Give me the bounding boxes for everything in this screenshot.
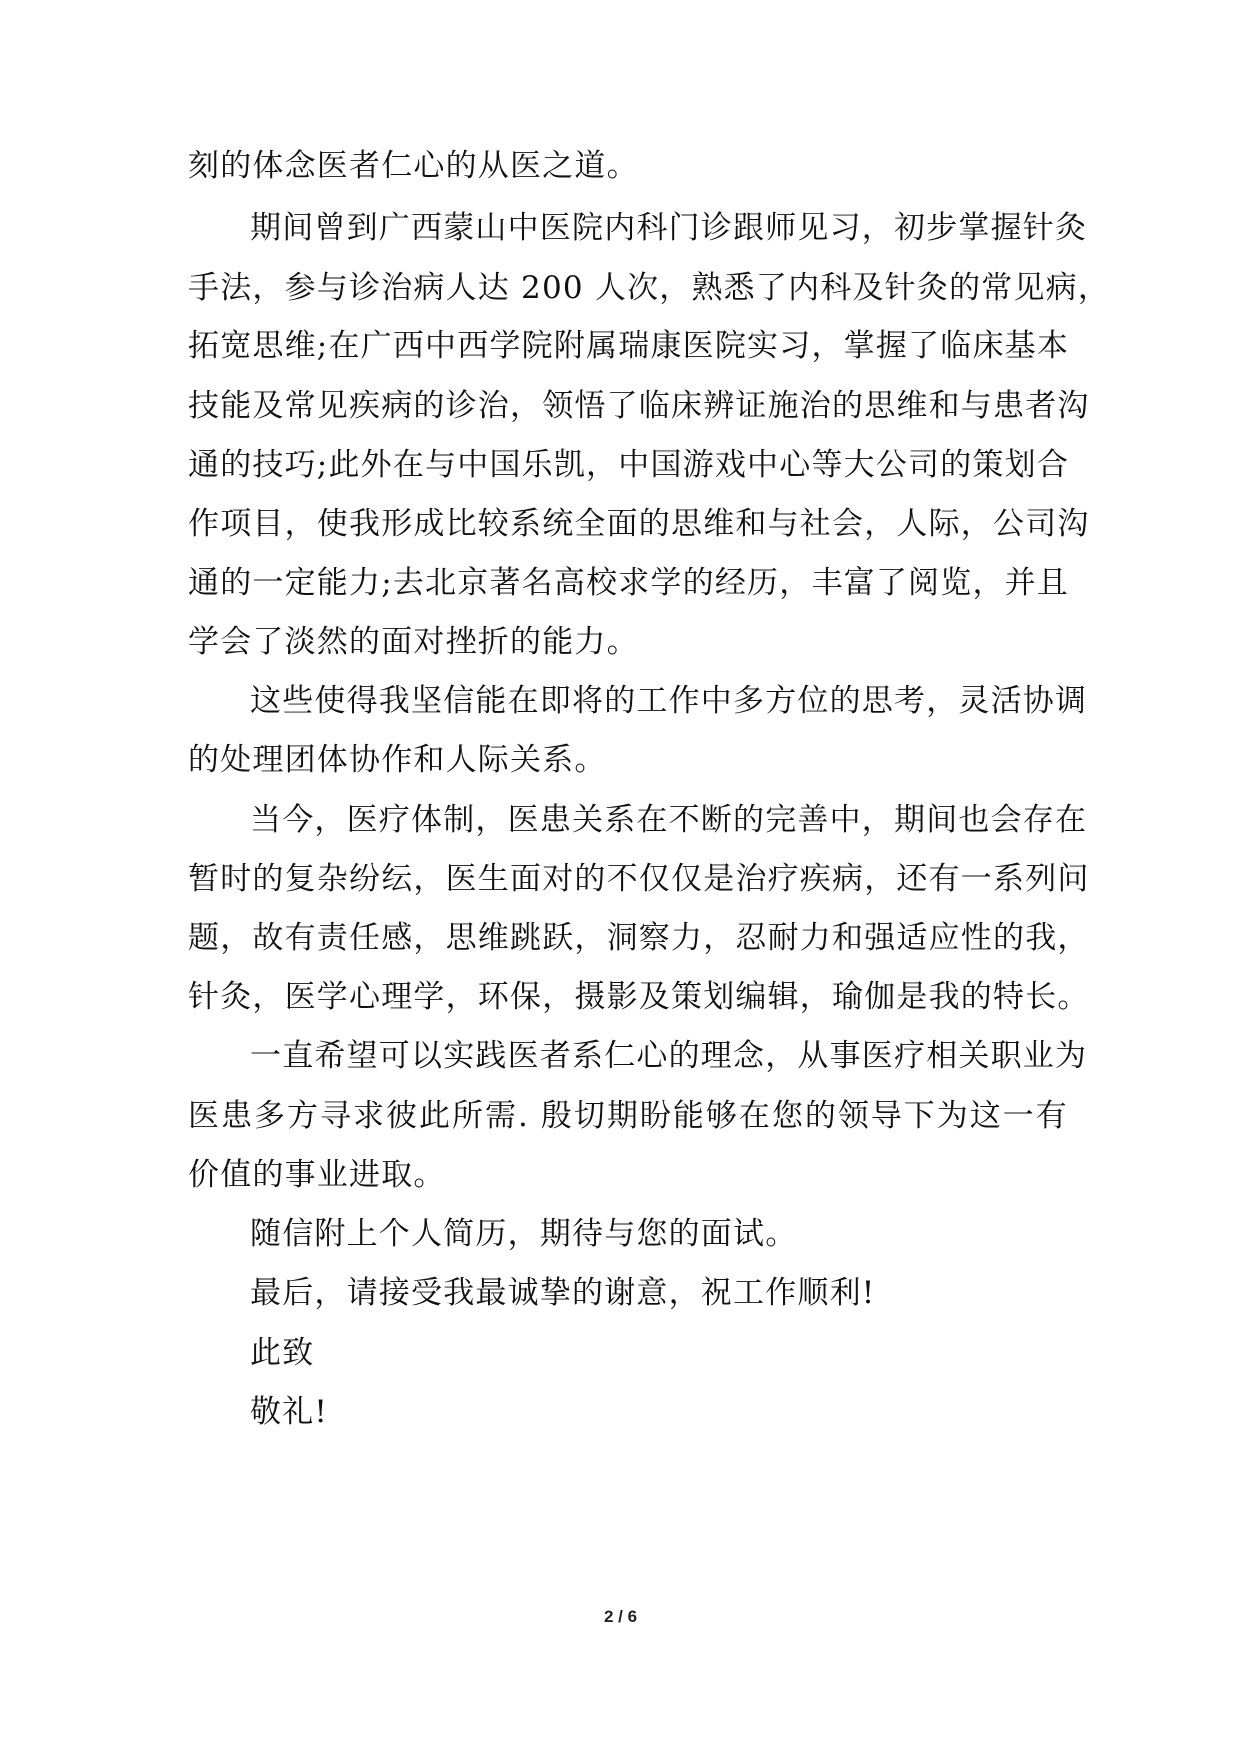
paragraph-line: 这些使得我坚信能在即将的工作中多方位的思考，灵活协调 bbox=[250, 683, 1088, 719]
paragraph-line: 价值的事业进取。 bbox=[188, 1157, 446, 1193]
paragraph-line: 期间曾到广西蒙山中医院内科门诊跟师见习，初步掌握针灸 bbox=[250, 210, 1088, 246]
paragraph-line: 拓宽思维;在广西中西学院附属瑞康医院实习，掌握了临床基本 bbox=[188, 328, 1070, 364]
paragraph-line: 当今，医疗体制，医患关系在不断的完善中，期间也会存在 bbox=[250, 802, 1088, 838]
paragraph-line: 暂时的复杂纷纭，医生面对的不仅仅是治疗疾病，还有一系列问 bbox=[188, 861, 1090, 897]
paragraph-line: 作项目，使我形成比较系统全面的思维和与社会，人际，公司沟 bbox=[188, 506, 1090, 542]
paragraph-line: 学会了淡然的面对挫折的能力。 bbox=[188, 624, 639, 660]
paragraph-line: 医患多方寻求彼此所需. 殷切期盼能够在您的领导下为这一有 bbox=[188, 1098, 1068, 1134]
paragraph-line: 通的一定能力;去北京著名高校求学的经历，丰富了阅览，并且 bbox=[188, 565, 1070, 601]
paragraph-line: 的处理团体协作和人际关系。 bbox=[188, 742, 607, 778]
paragraph-line: 随信附上个人简历，期待与您的面试。 bbox=[250, 1216, 798, 1252]
paragraph-line: 通的技巧;此外在与中国乐凯，中国游戏中心等大公司的策划合 bbox=[188, 447, 1070, 483]
paragraph-line: 最后，请接受我最诚挚的谢意，祝工作顺利! bbox=[250, 1275, 876, 1311]
paragraph-line: 手法，参与诊治病人达 200 人次，熟悉了内科及针灸的常见病， bbox=[188, 270, 1111, 306]
paragraph-line: 针灸，医学心理学，环保，摄影及策划编辑，瑜伽是我的特长。 bbox=[188, 979, 1090, 1015]
paragraph-line: 技能及常见疾病的诊治，领悟了临床辨证施治的思维和与患者沟 bbox=[188, 388, 1090, 424]
paragraph-line: 题，故有责任感，思维跳跃，洞察力，忍耐力和强适应性的我， bbox=[188, 920, 1090, 956]
paragraph-line: 一直希望可以实践医者系仁心的理念，从事医疗相关职业为 bbox=[250, 1038, 1088, 1074]
closing-line: 此致 bbox=[250, 1335, 315, 1371]
page-number: 2 / 6 bbox=[603, 1607, 638, 1626]
paragraph-line: 刻的体念医者仁心的从医之道。 bbox=[188, 148, 639, 184]
closing-salutation: 敬礼! bbox=[250, 1394, 329, 1430]
